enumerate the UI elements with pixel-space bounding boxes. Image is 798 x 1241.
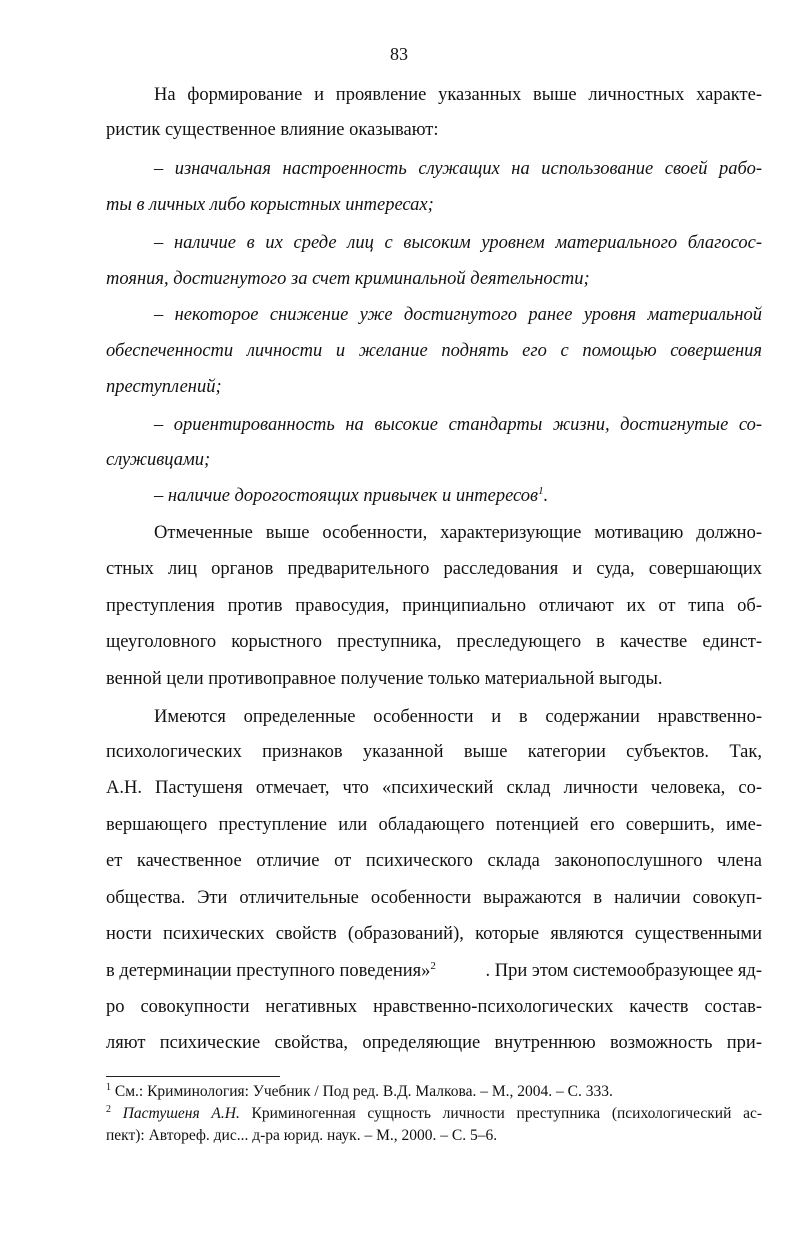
text-line: ристик существенное влияние оказывают: <box>106 120 439 140</box>
footnote: пект): Автореф. дис... д-ра юрид. наук. – М., 2000. – С. 5–6. <box>106 1127 498 1144</box>
text-line: в детерминации преступного поведения»$^2$ . При этом системообразующее яд- <box>106 959 762 981</box>
footnote-ref: 2 <box>430 959 436 972</box>
footnote-ref: 1 <box>538 484 544 497</box>
text-line: ности психических свойств (образований), которые являются существенными <box>106 924 762 944</box>
text-line: На формирование и проявление указанных выше личностных характе- <box>154 85 762 105</box>
text-line: Имеются определенные особенности и в содержании нравственно- <box>154 707 762 727</box>
list-item-line: – наличие в их среде лиц с высоким уровнем материального благосос- <box>154 233 762 253</box>
page-number: 83 <box>390 44 408 64</box>
list-item-line: служивцами; <box>106 450 211 470</box>
text-line: ро совокупности негативных нравственно-психологических качеств состав- <box>106 997 762 1017</box>
list-item-line: – ориентированность на высокие стандарты жизни, достигнутые со- <box>154 415 762 435</box>
text-line: щеуголовного корыстного преступника, преследующего в качестве единст- <box>106 632 762 652</box>
list-item-line: ты в личных либо корыстных интересах; <box>106 195 434 215</box>
list-item-line: – некоторое снижение уже достигнутого ранее уровня материальной <box>154 305 762 325</box>
text-line: ляют психические свойства, определяющие внутреннюю возможность при- <box>106 1033 762 1053</box>
list-item-line: – наличие дорогостоящих привычек и интересов$^1$. <box>154 484 549 506</box>
text-line: венной цели противоправное получение только материальной выгоды. <box>106 669 663 689</box>
list-item-line: тояния, достигнутого за счет криминальной деятельности; <box>106 269 590 289</box>
text-line: стных лиц органов предварительного расследования и суда, совершающих <box>106 559 762 579</box>
text-line: общества. Эти отличительные особенности выражаются в наличии совокуп- <box>106 888 762 908</box>
footnote-divider <box>106 1076 280 1077</box>
text-line: ет качественное отличие от психического склада законопослушного члена <box>106 851 762 871</box>
list-item-line: обеспеченности личности и желание поднять его с помощью совершения <box>106 341 762 361</box>
text-line: психологических признаков указанной выше категории субъектов. Так, <box>106 742 762 762</box>
footnote: $^1$ См.: Криминология: Учебник / Под ред. В.Д. Малкова. – М., 2004. – С. 333. <box>106 1081 613 1100</box>
list-item-line: преступлений; <box>106 377 222 397</box>
list-item-line: – изначальная настроенность служащих на использование своей рабо- <box>154 159 762 179</box>
text-line: Отмеченные выше особенности, характеризующие мотивацию должно- <box>154 523 762 543</box>
text-line: вершающего преступление или обладающего потенцией его совершить, име- <box>106 815 762 835</box>
text-line: преступления против правосудия, принципиально отличают их от типа об- <box>106 596 762 616</box>
text-line: А.Н. Пастушеня отмечает, что «психический склад личности человека, со- <box>106 778 762 798</box>
footnote: $^2$ Пастушеня А.Н. Криминогенная сущность личности преступника (психологический ас- <box>106 1103 762 1122</box>
